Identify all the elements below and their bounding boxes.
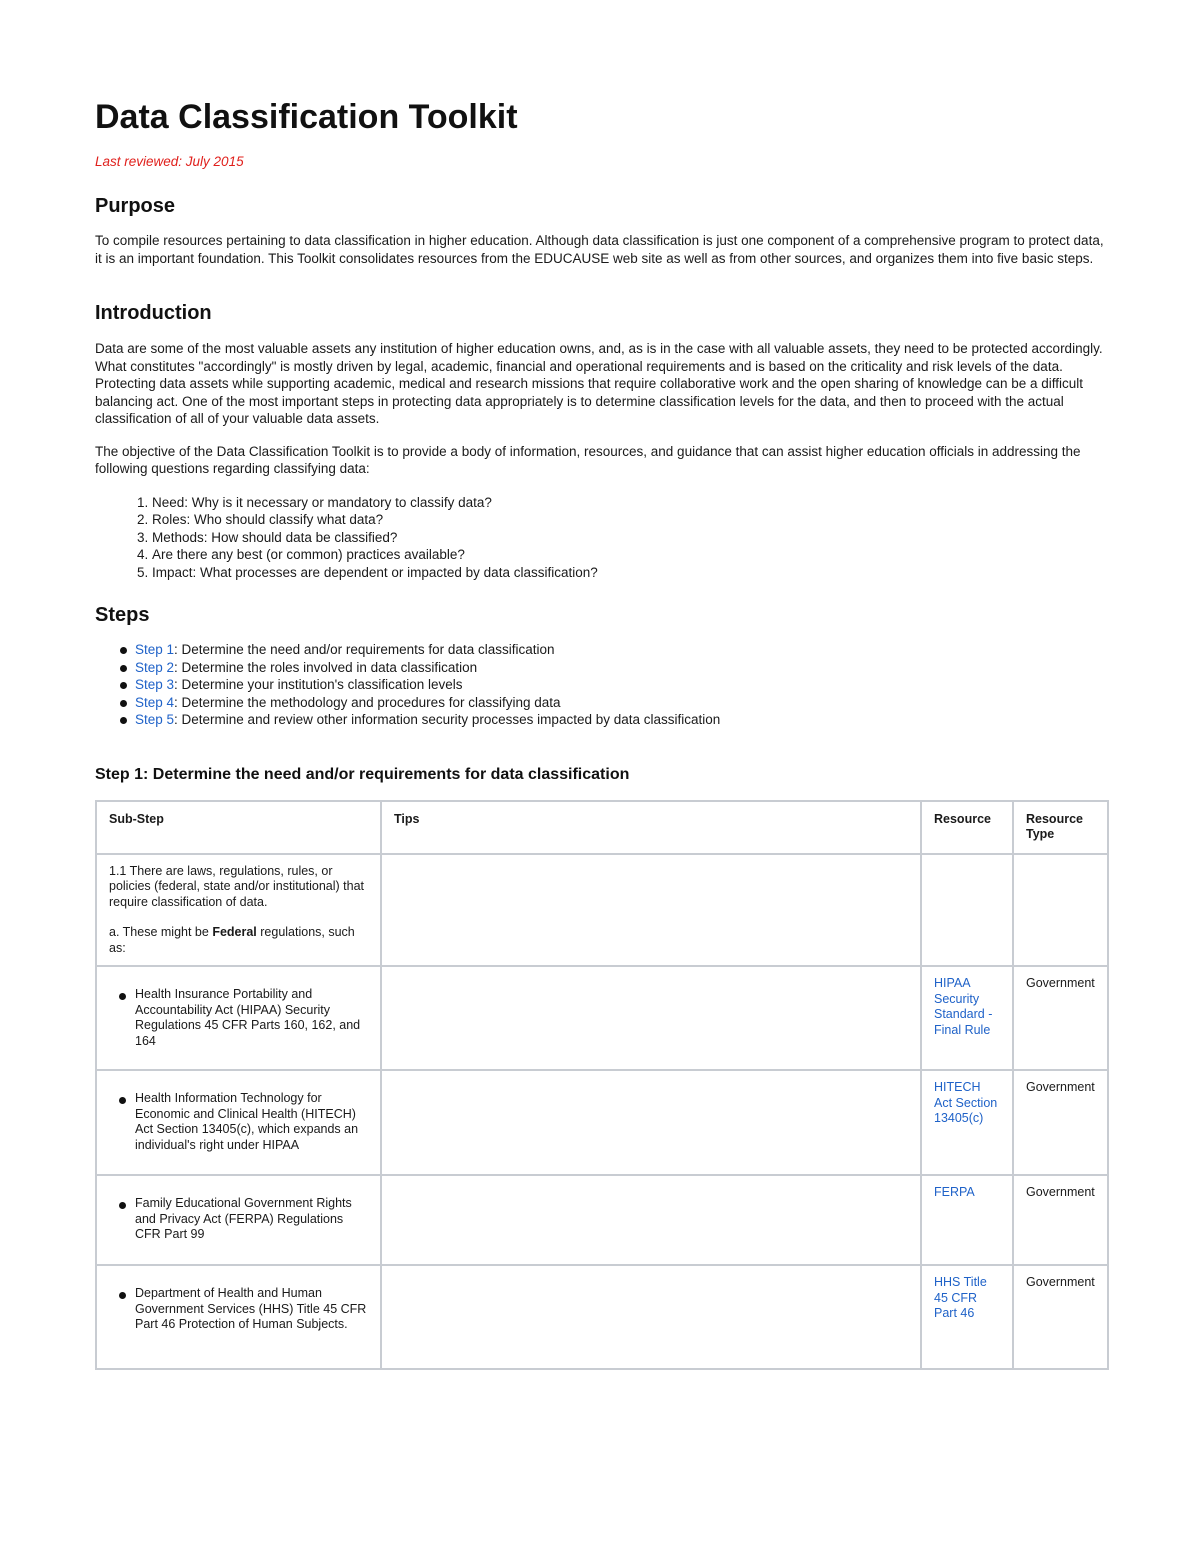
resource-type-cell: Government [1013,1070,1108,1175]
resource-type-cell [1013,854,1108,967]
resource-cell [921,854,1013,967]
questions-list [95,494,1107,582]
introduction-paragraph-1: Data are some of the most valuable assets any institution of higher education owns, and, as is in the case with all valuable assets, they need to be protected accordingly. What constitutes "accordingly" is mostly driven by legal, academic, financial and operational requirements and is based on the criticality and risk levels of the data. Protecting data assets while supporting academic, medical and research missions that require collaborative work and the open sharing of knowledge can be a difficult balancing act. One of the most important steps in protecting data appropriately is to determine classification levels for the data, and then to proceed with the actual classification of all of your valuable data assets. [95,341,1103,426]
substep-cell [96,1070,381,1175]
table-row [96,1175,1108,1265]
list-item: 5. Impact: What processes are dependent or impacted by data classification? [152,564,1107,582]
step-1-table [95,800,1109,1371]
resource-cell [921,1070,1013,1175]
resource-cell [921,1175,1013,1265]
federal-bold: Federal [212,925,257,939]
bullet-icon [120,717,127,724]
table-row [96,1265,1108,1369]
resource-type-cell: Government [1013,1175,1108,1265]
step-3-link[interactable]: Step 3 [135,677,175,692]
introduction-heading: Introduction [95,302,212,324]
resource-link-hitech[interactable]: HITECH Act Section 13405(c) [934,1080,998,1125]
substep-intro-text: 1.1 There are laws, regulations, rules, or policies (federal, state and/or institutional) that require classification of data. [109,863,364,909]
table-header-row [96,801,1108,854]
column-header-substep: Sub-Step [96,801,381,854]
bullet-icon [119,1202,126,1209]
substep-text: Health Insurance Portability and Accountability Act (HIPAA) Security Regulations 45 CFR Parts 160, 162, and 164 [135,987,361,1048]
substep-cell [96,1175,381,1265]
table-row [96,1070,1108,1175]
federal-suffix: regulations, such as: [109,925,355,955]
list-item: 4. Are there any best (or common) practices available? [152,546,1107,564]
substep-cell [96,966,381,1070]
resource-link-ferpa[interactable]: FERPA [934,1185,975,1199]
resource-type-cell: Government [1013,966,1108,1070]
tips-cell [381,854,921,967]
resource-link-hipaa[interactable]: HIPAA Security Standard - Final Rule [934,976,993,1037]
bullet-icon [120,665,127,672]
table-row [96,854,1108,967]
document-page [95,95,1107,1370]
step-5-link[interactable]: Step 5 [135,712,175,727]
resource-cell [921,1265,1013,1369]
tips-cell [381,1070,921,1175]
steps-list [95,641,1107,729]
bullet-icon [120,682,127,689]
purpose-text: To compile resources pertaining to data classification in higher education. Although data classification is just one component of a comprehensive program to protect data, it is an important foundation. This Toolkit consolidates resources from the EDUCAUSE web site as well as from other sources, and organizes them into five basic steps. [95,233,1104,266]
substep-intro-federal [109,925,368,956]
page-title: Data Classification Toolkit [95,98,518,136]
resource-cell [921,966,1013,1070]
substep-text: Family Educational Government Rights and Privacy Act (FERPA) Regulations CFR Part 99 [135,1196,352,1241]
tips-cell [381,966,921,1070]
resource-type-cell: Government [1013,1265,1108,1369]
step-1-link[interactable]: Step 1 [135,642,175,657]
column-header-resource: Resource [921,801,1013,854]
bullet-icon [119,1292,126,1299]
step-2-link[interactable]: Step 2 [135,659,175,675]
step-2-text: : Determine the roles involved in data classification [174,659,478,675]
step-3-text: : Determine your institution's classification levels [174,677,463,692]
bullet-icon [119,1097,126,1104]
table-row [96,966,1108,1070]
list-item: 1. Need: Why is it necessary or mandatory to classify data? [152,494,1107,512]
steps-heading: Steps [95,604,150,626]
federal-prefix: a. These might be [109,925,213,939]
column-header-tips: Tips [381,801,921,854]
tips-cell [381,1175,921,1265]
column-header-resource-type: Resource Type [1013,801,1108,854]
list-item [135,659,1107,677]
list-item: 3. Methods: How should data be classified? [152,529,1107,547]
list-item [135,676,1107,694]
bullet-icon [119,993,126,1000]
list-item: 2. Roles: Who should classify what data? [152,511,1107,529]
tips-cell [381,1265,921,1369]
bullet-icon [120,700,127,707]
substep-text: Health Information Technology for Economic and Clinical Health (HITECH) Act Section 13405(c), which expands an individual's right under HIPAA [135,1091,359,1152]
last-reviewed-note: Last reviewed: July 2015 [95,154,244,169]
step-1-heading: Step 1: Determine the need and/or requirements for data classification [95,765,630,783]
step-4-link[interactable]: Step 4 [135,694,175,710]
resource-link-hhs[interactable]: HHS Title 45 CFR Part 46 [934,1275,987,1320]
purpose-heading: Purpose [95,195,176,217]
step-5-text: : Determine and review other information security processes impacted by data classification [174,712,721,727]
list-item [135,641,1107,659]
substep-cell [96,854,381,967]
bullet-icon [120,647,127,654]
introduction-paragraph-2: The objective of the Data Classification Toolkit is to provide a body of information, resources, and guidance that can assist higher education officials in addressing the following questions regarding classifying data: [95,443,1081,476]
substep-text: Department of Health and Human Government Services (HHS) Title 45 CFR Part 46 Protection of Human Subjects. [135,1286,367,1331]
list-item [135,694,1107,712]
step-1-text: : Determine the need and/or requirements for data classification [174,642,555,657]
list-item [135,711,1107,729]
substep-cell [96,1265,381,1369]
step-4-text: : Determine the methodology and procedures for classifying data [174,694,561,710]
